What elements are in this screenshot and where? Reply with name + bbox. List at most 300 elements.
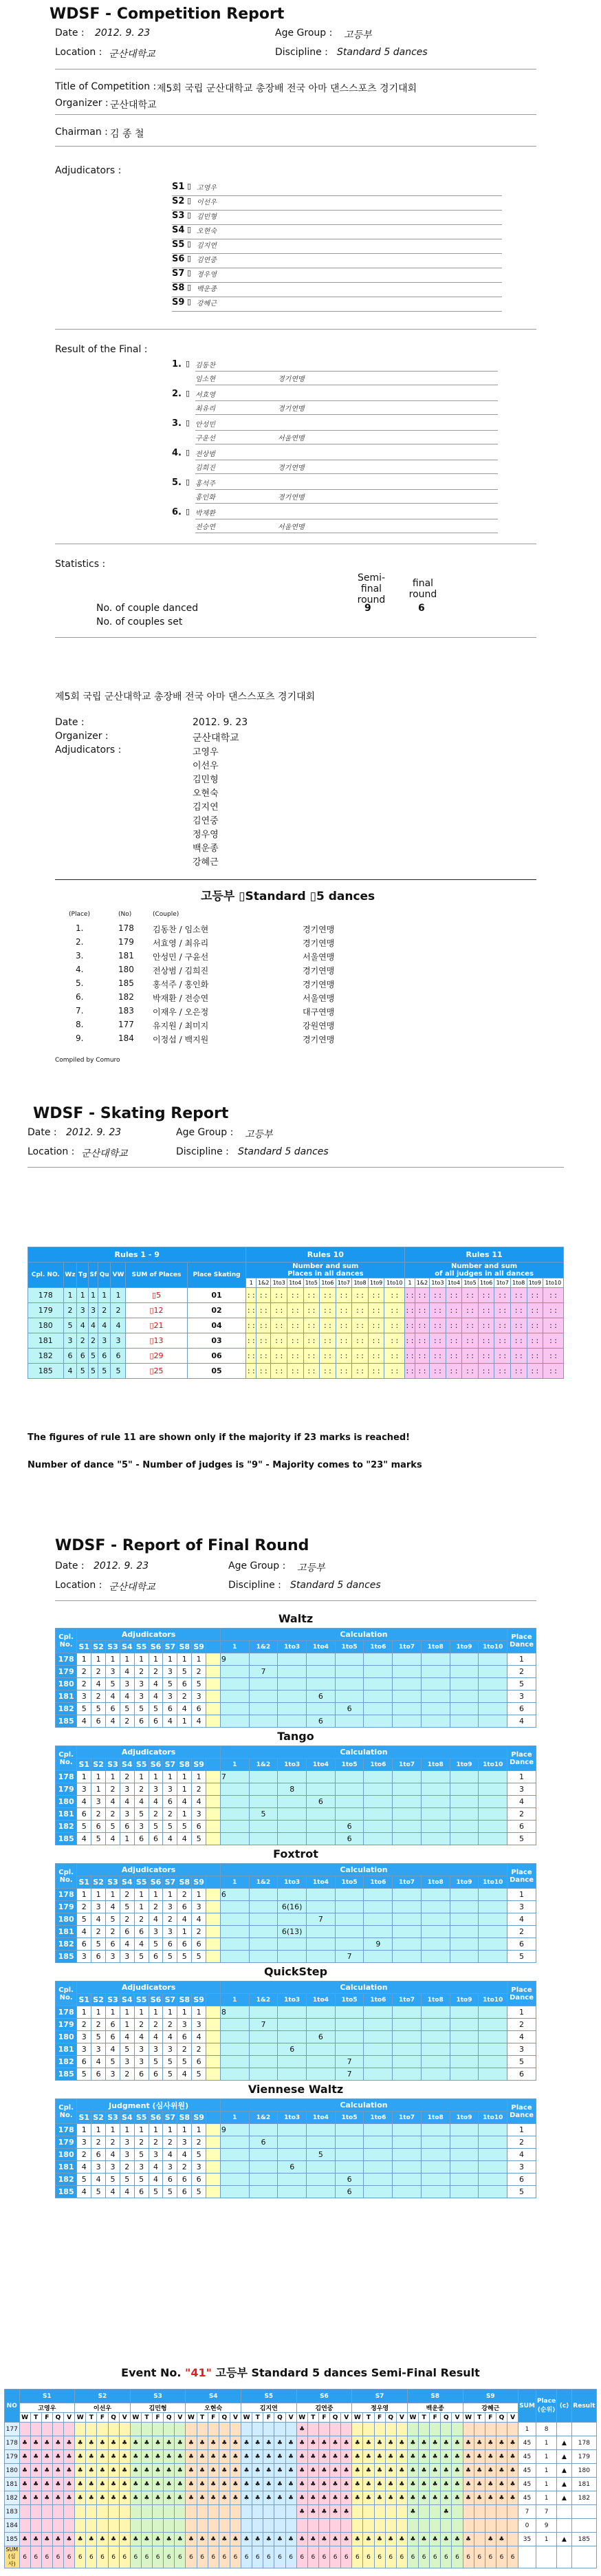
sk-r10-cell: : : (368, 1318, 384, 1333)
result-box: ▯ (186, 359, 190, 368)
sk-rules19: Rules 1 - 9 (28, 1247, 246, 1263)
sf-mark: ♣ (30, 2464, 41, 2478)
dance-place: 3 (507, 1901, 536, 1913)
dance-mark: 4 (120, 1690, 134, 1703)
dance-calc (220, 2136, 249, 2149)
result-man: 홍석주 (195, 477, 498, 490)
calc-col-head: 1to3 (278, 1759, 307, 1771)
dance-calc (393, 2068, 422, 2081)
dance-mark: 5 (120, 2043, 134, 2056)
sf-no: 179 (5, 2450, 20, 2464)
sf-mark: ♣ (141, 2450, 152, 2464)
sf-mark: ♣ (252, 2533, 263, 2546)
sf-mark: ♣ (75, 2533, 86, 2546)
sk-r11-cell: : : (543, 1333, 564, 1349)
sf-mark: ♣ (153, 2533, 164, 2546)
calc-col-head: 1&2 (249, 1876, 278, 1889)
sf-mark (130, 2423, 141, 2436)
dance-calc (393, 2031, 422, 2043)
dance-place: 5 (507, 1951, 536, 1963)
dance-calc (307, 1703, 336, 1715)
dance-mark: 3 (192, 1808, 206, 1821)
sf-mark: ♣ (208, 2533, 219, 2546)
dance-calc (249, 2006, 278, 2019)
sf-sum-val: 6 (507, 2546, 518, 2568)
sf-mark (341, 2423, 352, 2436)
dance-mark: 6 (163, 1703, 177, 1715)
sf-mark (97, 2423, 108, 2436)
dance-mark: 5 (134, 1951, 149, 1963)
dance-calc: 6 (335, 2186, 364, 2198)
dance-calc (450, 2056, 479, 2068)
summary-place: 4. (76, 965, 84, 974)
sf-mark: ♣ (407, 2464, 418, 2478)
dance-calc (335, 1771, 364, 1783)
sf-mark: ♣ (385, 2491, 396, 2505)
dance-mark: 2 (91, 1690, 106, 1703)
dance-calc (335, 1653, 364, 1666)
dance-mark: 4 (106, 1715, 120, 1728)
dance-mark: 1 (149, 2124, 163, 2136)
final-title: WDSF - Report of Final Round (55, 1537, 309, 1554)
sf-mark (463, 2423, 474, 2436)
sf-mark: ♣ (430, 2436, 441, 2450)
dance-calc (450, 2043, 479, 2056)
sf-mark: ♣ (318, 2436, 329, 2450)
semi-title (0, 2364, 601, 2380)
dance-mark: 3 (134, 1690, 149, 1703)
dance-mark: 5 (192, 1951, 206, 1963)
event-number: "41" (185, 2366, 212, 2379)
judge-head: S2 (91, 1876, 106, 1889)
summary-place: 8. (76, 1020, 84, 1029)
dance-mark: 2 (177, 1889, 192, 1901)
dance-mark: 1 (163, 1771, 177, 1783)
sf-mark: ♣ (307, 2505, 318, 2519)
sk-r11-cell: : : (462, 1364, 479, 1379)
dance-mark: 4 (149, 2174, 163, 2186)
dance-row (56, 1889, 536, 1901)
final-header: final round (408, 578, 437, 600)
statistics-label: Statistics : (55, 559, 106, 570)
dance-calc (278, 1666, 307, 1678)
dance-calc (393, 2136, 422, 2149)
dance-blank (206, 1690, 221, 1703)
dance-mark: 5 (192, 1678, 206, 1690)
dance-calc (278, 1889, 307, 1901)
sf-mark (496, 2505, 507, 2519)
sf-c: ▲ (557, 2464, 572, 2478)
dance-mark: 2 (106, 1783, 120, 1796)
dance-calc (393, 1913, 422, 1926)
summary-club: 경기연맹 (303, 925, 335, 934)
sk-cell: 1 (63, 1288, 77, 1303)
dance-mark: 3 (149, 2043, 163, 2056)
sf-mark (419, 2423, 430, 2436)
dance-calc: 6 (278, 2043, 307, 2056)
sf-mark: ♣ (307, 2450, 318, 2464)
dance-calc (278, 2006, 307, 2019)
sf-mark: ♣ (452, 2478, 463, 2491)
sf-place-a: Place (537, 2398, 556, 2405)
sf-mark: ♣ (352, 2478, 363, 2491)
sf-mark: ♣ (274, 2491, 285, 2505)
sk-r11-cell: : : (415, 1303, 429, 1318)
dance-name: Waltz (278, 1612, 314, 1625)
sf-sum-val: 6 (86, 2546, 97, 2568)
sf-sum-val: 6 (430, 2546, 441, 2568)
dance-mark: 4 (177, 1703, 192, 1715)
dance-mark: 5 (149, 2056, 163, 2068)
sf-mark: ♣ (186, 2464, 197, 2478)
dance-calc (307, 1951, 336, 1963)
dance-calc: 6 (307, 1715, 336, 1728)
dance-calc (307, 1821, 336, 1833)
dance-calc (278, 2124, 307, 2136)
sf-mark (241, 2423, 252, 2436)
sk-r10-cell: : : (384, 1333, 405, 1349)
sf-mark: ♣ (130, 2450, 141, 2464)
calc-col-head: 1to8 (421, 1641, 450, 1653)
dance-mark: 1 (120, 2019, 134, 2031)
dance-mark: 6 (192, 2174, 206, 2186)
dance-place: 2 (507, 2136, 536, 2149)
fr-age: 고등부 (297, 1563, 325, 1574)
sf-no: 185 (5, 2533, 20, 2546)
dance-mark: 1 (149, 1653, 163, 1666)
sf-sum: 7 (518, 2505, 536, 2519)
dance-calc: 9 (220, 1653, 249, 1666)
place-head: Place Dance (507, 1746, 536, 1771)
dance-calc (249, 1690, 278, 1703)
dance-cpl: 182 (56, 1703, 77, 1715)
sf-mark: ♣ (130, 2491, 141, 2505)
dance-mark: 3 (134, 1821, 149, 1833)
dance-calc (220, 2149, 249, 2161)
dance-mark: 5 (77, 2068, 91, 2081)
sf-mark (352, 2423, 363, 2436)
sf-mark: ♣ (474, 2450, 485, 2464)
dance-mark: 1 (91, 2124, 106, 2136)
sf-sum-val: 6 (496, 2546, 507, 2568)
adjudicator-row (172, 225, 502, 239)
couples-set-label: No. of couples set (96, 616, 183, 627)
adjudicator-name: 백운종 (197, 286, 217, 293)
dance-mark: 1 (77, 1653, 91, 1666)
fr-date-label: Date : (55, 1560, 85, 1571)
sf-mark: ♣ (130, 2464, 141, 2478)
dance-calc (307, 2136, 336, 2149)
dance-calc (393, 1889, 422, 1901)
sk-r11-cell: : : (527, 1303, 543, 1318)
sf-mark: ♣ (186, 2491, 197, 2505)
sf-mark: ♣ (485, 2436, 496, 2450)
summary-no: 185 (118, 978, 134, 988)
sk-cell: 6 (111, 1349, 126, 1364)
sf-place-b: (순위) (537, 2407, 556, 2414)
sk-cell: 2 (77, 1333, 89, 1349)
sf-mark (52, 2519, 63, 2533)
couples-danced-label: No. of couple danced (96, 603, 199, 614)
sf-mark (241, 2519, 252, 2533)
calc-col-head: 1 (220, 1759, 249, 1771)
dance-calc (421, 2056, 450, 2068)
summary-no: 184 (118, 1033, 134, 1043)
sf-mark (219, 2519, 230, 2533)
sf-dance-letter: W (130, 2413, 141, 2423)
result-entry (172, 358, 502, 387)
dance-mark: 1 (91, 1889, 106, 1901)
sk-r11-cell: : : (462, 1333, 479, 1349)
dance-calc (335, 1783, 364, 1796)
sk-r11-cell: : : (405, 1349, 415, 1364)
sk-r10-cell: : : (384, 1318, 405, 1333)
sf-mark (385, 2423, 396, 2436)
sk-cell: ▯29 (126, 1349, 187, 1364)
dance-mark: 2 (106, 1926, 120, 1938)
sf-dance-letter: T (252, 2413, 263, 2423)
judge-head-blank (206, 1759, 221, 1771)
discipline-label: Discipline : (275, 47, 328, 58)
dance-calc: 7 (335, 2068, 364, 2081)
dance-calc (450, 1951, 479, 1963)
dance-mark: 6 (91, 2068, 106, 2081)
dance-calc (393, 1938, 422, 1951)
sk-r10-cell: : : (303, 1333, 320, 1349)
sf-dance-letter: T (86, 2413, 97, 2423)
dance-place: 5 (507, 1833, 536, 1845)
dance-calc (364, 1715, 393, 1728)
sf-mark: ♣ (285, 2491, 296, 2505)
sf-mark: ♣ (296, 2423, 307, 2436)
dance-calc (479, 1653, 507, 1666)
sk-r11-cell: : : (494, 1364, 511, 1379)
dance-mark: 1 (134, 1653, 149, 1666)
sf-mark: ♣ (230, 2436, 241, 2450)
sf-mark: ♣ (419, 2478, 430, 2491)
sf-mark (452, 2505, 463, 2519)
dance-mark: 3 (77, 2043, 91, 2056)
sf-mark (419, 2505, 430, 2519)
dance-mark: 3 (77, 1951, 91, 1963)
sf-mark (75, 2505, 86, 2519)
dance-block (55, 1963, 536, 2081)
sk-r11-cell: : : (405, 1288, 415, 1303)
sk-row (28, 1349, 564, 1364)
dance-mark: 5 (149, 1821, 163, 1833)
adj-head: Adjudicators (77, 1982, 221, 1994)
sf-no: 177 (5, 2423, 20, 2436)
sf-mark: ♣ (396, 2436, 407, 2450)
dance-calc (278, 1715, 307, 1728)
sf-mark (108, 2505, 119, 2519)
dance-calc: 9 (220, 2124, 249, 2136)
dance-mark: 3 (163, 2043, 177, 2056)
adjudicator-row (172, 297, 502, 312)
calc-col-head: 1to7 (393, 1759, 422, 1771)
sf-mark: ♣ (452, 2491, 463, 2505)
sf-result: 180 (571, 2464, 596, 2478)
sf-dance-letter: V (64, 2413, 75, 2423)
dance-calc: 7 (335, 2056, 364, 2068)
summary-no: 179 (118, 937, 134, 947)
dance-calc (393, 2056, 422, 2068)
dance-mark: 4 (149, 2161, 163, 2174)
dance-mark: 4 (120, 2031, 134, 2043)
dance-mark: 4 (120, 1796, 134, 1808)
sf-mark (130, 2519, 141, 2533)
dance-place: 3 (507, 1783, 536, 1796)
dance-name: QuickStep (263, 1965, 328, 1978)
dance-calc (393, 1821, 422, 1833)
calc-col-head: 1to9 (450, 1641, 479, 1653)
sf-mark: ♣ (419, 2436, 430, 2450)
sk-sub-head: 1to7 (494, 1278, 511, 1288)
sf-mark: ♣ (41, 2450, 52, 2464)
dance-calc (220, 1703, 249, 1715)
sf-mark (263, 2519, 274, 2533)
dance-calc (364, 2006, 393, 2019)
dance-calc (278, 1808, 307, 1821)
dance-head-2 (56, 1759, 536, 1771)
dance-row (56, 2056, 536, 2068)
sf-mark (463, 2519, 474, 2533)
dance-mark: 2 (134, 1913, 149, 1926)
dance-calc (421, 1678, 450, 1690)
result-man: 박재환 (195, 507, 498, 519)
summary-row (69, 951, 481, 965)
judge-head: S2 (91, 1641, 106, 1653)
sf-mark: ♣ (30, 2450, 41, 2464)
sf-mark (52, 2505, 63, 2519)
sf-mark: ♣ (30, 2436, 41, 2450)
sf-mark: ♣ (352, 2491, 363, 2505)
sk-location-label: Location : (28, 1146, 75, 1157)
judge-head: S3 (106, 1641, 120, 1653)
sf-mark: ♣ (285, 2464, 296, 2478)
dance-mark: 2 (163, 2019, 177, 2031)
sf-mark: ♣ (307, 2491, 318, 2505)
sf-mark: ♣ (363, 2533, 374, 2546)
dance-place: 4 (507, 1715, 536, 1728)
dance-calc (249, 1926, 278, 1938)
dance-calc (307, 2006, 336, 2019)
dance-calc (249, 2031, 278, 2043)
sk-sub-head: 1to6 (478, 1278, 494, 1288)
adjudicator-code: S7 (172, 268, 185, 279)
sf-mark: ♣ (296, 2491, 307, 2505)
dance-row (56, 2068, 536, 2081)
sf-mark: ♣ (41, 2491, 52, 2505)
dance-calc (364, 1796, 393, 1808)
dance-calc (278, 2031, 307, 2043)
sk-r10-cell: : : (256, 1333, 271, 1349)
sf-mark: ♣ (175, 2450, 186, 2464)
sf-mark: ♣ (285, 2436, 296, 2450)
summary-place: 5. (76, 978, 84, 988)
dance-mark: 3 (77, 2136, 91, 2149)
dance-head-1 (56, 2099, 536, 2112)
sf-result (571, 2519, 596, 2533)
summary-organizer-label: Organizer : (55, 731, 109, 742)
dance-calc (364, 1678, 393, 1690)
dance-calc (421, 1889, 450, 1901)
dance-mark: 4 (192, 1796, 206, 1808)
sf-mark: ♣ (352, 2464, 363, 2478)
result-list (172, 358, 502, 535)
sf-mark (252, 2423, 263, 2436)
sf-mark: ♣ (430, 2491, 441, 2505)
calc-col-head: 1to3 (278, 2112, 307, 2124)
dance-calc (364, 1889, 393, 1901)
result-club: 경기연맹 (278, 376, 305, 383)
sf-mark: ♣ (230, 2464, 241, 2478)
adjudicator-name: 정우영 (197, 271, 217, 279)
dance-calc (307, 2124, 336, 2136)
dance-calc (278, 1678, 307, 1690)
sf-place: 1 (536, 2464, 556, 2478)
sf-mark: ♣ (274, 2464, 285, 2478)
sk-r11-cell: : : (478, 1349, 494, 1364)
sk-sub-head: 1to3 (430, 1278, 446, 1288)
semi-title-post: 고등부 Standard 5 dances Semi-Final Result (215, 2366, 480, 2379)
dance-calc (450, 2161, 479, 2174)
adjudicator-code: S2 (172, 196, 185, 206)
place-head: Place Dance (507, 1629, 536, 1653)
sf-mark: ♣ (97, 2533, 108, 2546)
sk-cell: 4 (111, 1318, 126, 1333)
sf-mark (274, 2505, 285, 2519)
place-head: Place Dance (507, 1982, 536, 2006)
dance-calc (278, 2056, 307, 2068)
sf-mark: ♣ (374, 2450, 385, 2464)
sf-mark: ♣ (496, 2450, 507, 2464)
sf-mark (430, 2519, 441, 2533)
sf-mark (119, 2505, 130, 2519)
couple-header: (Couple) (153, 911, 179, 918)
dance-mark: 3 (120, 1678, 134, 1690)
dance-calc (307, 2019, 336, 2031)
dance-mark: 2 (120, 1771, 134, 1783)
sf-sum-val: 6 (219, 2546, 230, 2568)
sf-mark (474, 2519, 485, 2533)
sk-r11-cell: : : (510, 1288, 527, 1303)
age-value: 고등부 (344, 30, 372, 41)
sk-age-label: Age Group : (176, 1127, 234, 1138)
dance-calc (335, 2161, 364, 2174)
dance-mark: 4 (163, 1833, 177, 1845)
sf-mark: ♣ (419, 2533, 430, 2546)
dance-calc (393, 1926, 422, 1938)
sf-mark: ♣ (219, 2491, 230, 2505)
dance-calc (364, 1913, 393, 1926)
dance-calc (249, 1653, 278, 1666)
judge-head: S6 (149, 1994, 163, 2006)
sf-dance-letter: T (307, 2413, 318, 2423)
sf-dance-letter: F (485, 2413, 496, 2423)
calc-col-head: 1to4 (307, 1994, 336, 2006)
sf-mark: ♣ (230, 2478, 241, 2491)
sf-place: 9 (536, 2519, 556, 2533)
dance-calc (220, 1951, 249, 1963)
judge-head: S5 (134, 1759, 149, 1771)
sk-r11-cell: : : (405, 1303, 415, 1318)
dance-mark: 3 (120, 1951, 134, 1963)
summary-row (69, 923, 481, 937)
dance-mark: 3 (106, 1951, 120, 1963)
dance-mark: 6 (91, 1951, 106, 1963)
dance-mark: 3 (91, 1796, 106, 1808)
